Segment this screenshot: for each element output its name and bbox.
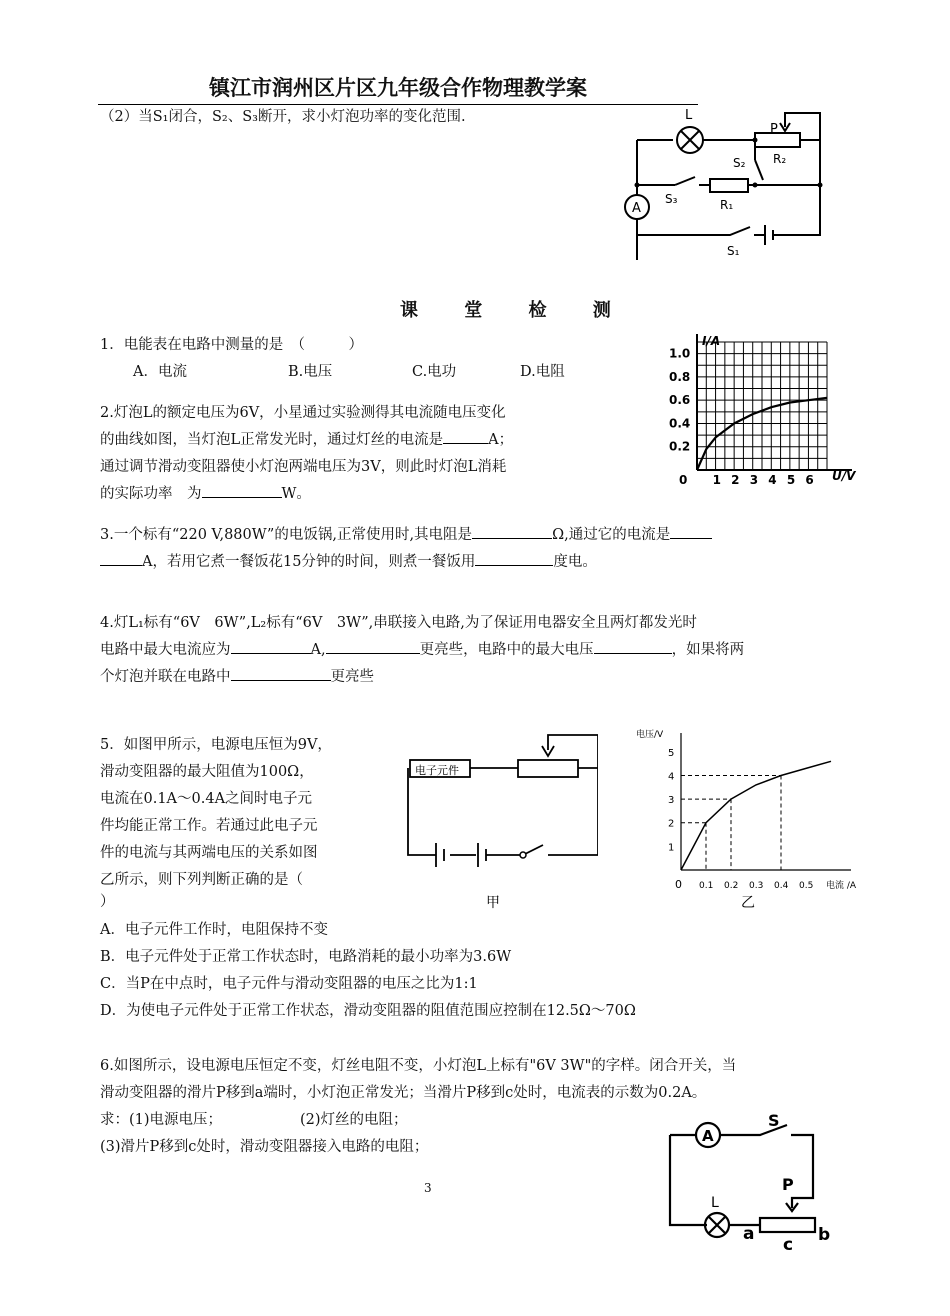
- q1-option-d: D.电阻: [520, 364, 565, 380]
- q2-line-2: 的曲线如图，当灯泡L正常发光时，通过灯丝的电流是 A；: [100, 427, 513, 454]
- q6-line-4: (3)滑片P移到c处时，滑动变阻器接入电路的电阻；: [100, 1139, 429, 1155]
- x-axis-label: 电流 /A: [826, 881, 857, 891]
- q5-option-b: B．电子元件处于正常工作状态时，电路消耗的最小功率为3.6W: [100, 949, 512, 965]
- c2-ammeter-label: A: [702, 1127, 714, 1145]
- x-tick-label: 0.3: [749, 881, 764, 891]
- y-tick-label: 0.2: [669, 439, 691, 454]
- q5-option-d: D．为使电子元件处于正常工作状态，滑动变阻器的阻值范围应控制在12.5Ω～70Ω: [100, 1003, 636, 1019]
- intro-question: （2）当S₁闭合，S₂、S₃断开，求小灯泡功率的变化范围.: [100, 109, 466, 125]
- q4-blank-max-current[interactable]: [231, 638, 311, 654]
- c1-p-label: P: [770, 122, 778, 137]
- c2-p-label: P: [782, 1175, 794, 1194]
- x-tick-label: 2: [731, 473, 740, 485]
- q5-option-a: A．电子元件工作时，电阻保持不变: [100, 922, 328, 938]
- q2-line-1: 2.灯泡L的额定电压为6V，小星通过实验测得其电流随电压变化: [100, 405, 506, 421]
- q3-line-2: A，若用它煮一餐饭花15分钟的时间，则煮一餐饭用 度电。: [100, 549, 597, 576]
- q5-component-label: 电子元件: [415, 764, 459, 777]
- y-tick-label: 2: [668, 818, 675, 830]
- c2-b-label: b: [818, 1225, 831, 1245]
- y-tick-label: 1.0: [669, 346, 691, 361]
- c2-lamp-label: L: [711, 1195, 719, 1211]
- q2-blank-current[interactable]: [443, 428, 488, 444]
- q4-blank-brighter-parallel[interactable]: [231, 665, 331, 681]
- c2-c-label: c: [783, 1235, 794, 1255]
- x-tick-label: 6: [805, 473, 814, 485]
- c1-ammeter-label: A: [632, 201, 641, 216]
- q1-option-c: C.电功: [412, 364, 457, 380]
- c1-s1-label: S₁: [727, 244, 740, 258]
- q3-line-1: 3.一个标有“220 V,880W”的电饭锅,正常使用时,其电阻是 Ω,通过它的电流是: [100, 522, 712, 549]
- q2-line-4: 的实际功率 为 W。: [100, 481, 311, 508]
- q4-blank-max-voltage[interactable]: [594, 638, 672, 654]
- c1-s2-label: S₂: [733, 156, 746, 170]
- c1-lamp-label: L: [685, 108, 693, 123]
- q3-blank-current-a[interactable]: [670, 523, 712, 539]
- q5-fig2-caption: 乙: [741, 895, 755, 911]
- c1-r2-label: R₂: [773, 152, 787, 166]
- series-line: [681, 761, 831, 870]
- page-number: 3: [424, 1181, 432, 1195]
- lamp-iu-chart: [664, 330, 864, 485]
- q4-line-1: 4.灯L₁标有“6V 6W”,L₂标有“6V 3W”,串联接入电路,为了保证用电器安全且两灯都发光时: [100, 615, 697, 631]
- x-tick-label: 5: [786, 473, 796, 485]
- q6-line-2: 滑动变阻器的滑片P移到a端时，小灯泡正常发光；当滑片P移到c处时，电流表的示数为0.2A。: [100, 1085, 707, 1101]
- page-header-title: 镇江市润州区片区九年级合作物理教学案: [98, 72, 698, 105]
- q6-line-3b: (2)灯丝的电阻；: [300, 1112, 408, 1128]
- q1-option-a: A．电流: [133, 364, 187, 380]
- c2-a-label: a: [743, 1224, 755, 1244]
- q5-option-c: C．当P在中点时，电子元件与滑动变阻器的电压之比为1:1: [100, 976, 478, 992]
- q2-line-3: 通过调节滑动变阻器使小灯泡两端电压为3V，则此时灯泡L消耗: [100, 459, 507, 475]
- x-tick-label: 0.2: [724, 881, 739, 891]
- c1-s3-label: S₃: [665, 192, 678, 206]
- circuit-diagram-1: [615, 105, 830, 260]
- q1-stem: 1．电能表在电路中测量的是 （ ）: [100, 337, 363, 353]
- q1-option-b: B.电压: [288, 364, 333, 380]
- y-tick-label: 0.4: [669, 416, 691, 431]
- q4-line-3: 个灯泡并联在电路中 更亮些: [100, 664, 374, 691]
- q5-fig1-caption: 甲: [486, 895, 500, 911]
- origin-label: 0: [675, 878, 682, 891]
- q5-circuit-diagram: [398, 730, 598, 915]
- y-tick-label: 5: [668, 747, 675, 759]
- x-tick-label: 1: [712, 473, 721, 485]
- section-title: 课 堂 检 测: [400, 300, 631, 321]
- x-axis-label: U/V: [832, 469, 856, 483]
- c1-r1-label: R₁: [720, 198, 734, 212]
- y-axis-label: I/A: [702, 334, 721, 348]
- x-tick-label: 0.1: [699, 881, 714, 891]
- q3-blank-energy[interactable]: [475, 550, 553, 566]
- x-tick-label: 0.5: [799, 881, 814, 891]
- x-tick-label: 3: [749, 473, 759, 485]
- y-tick-label: 1: [668, 842, 675, 854]
- y-tick-label: 3: [668, 795, 675, 807]
- c2-switch-label: S: [768, 1111, 780, 1130]
- q3-blank-resistance[interactable]: [472, 523, 552, 539]
- x-tick-label: 0.4: [774, 881, 789, 891]
- y-tick-label: 0.8: [669, 369, 691, 384]
- y-axis-label: 电压/V: [636, 730, 664, 740]
- y-tick-label: 4: [668, 771, 675, 783]
- q4-blank-brighter-series[interactable]: [326, 638, 420, 654]
- q3-blank-current-b[interactable]: [100, 550, 142, 566]
- q6-line-3a: 求：(1)电源电压；: [100, 1112, 223, 1128]
- q5-stem: 5．如图甲所示，电源电压恒为9V， 滑动变阻器的最大阻值为100Ω， 电流在0.1A～0.4A之间时电子元 件均能正常工作。若通过此电子元 件的电流与其两端电压的关系如图 乙所示，则下列判断正确的是（ ）: [100, 737, 332, 910]
- q6-line-1: 6.如图所示，设电源电压恒定不变，灯丝电阻不变，小灯泡L上标有"6V 3W"的字样。闭合开关，当: [100, 1058, 737, 1074]
- electronic-component-ui-chart: [636, 725, 866, 915]
- q6-circuit-diagram: [665, 1110, 835, 1255]
- x-tick-label: 0: [679, 473, 688, 485]
- x-tick-label: 4: [768, 473, 777, 485]
- y-tick-label: 0.6: [669, 393, 691, 408]
- q4-line-2: 电路中最大电流应为 A, 更亮些，电路中的最大电压 ，如果将两: [100, 637, 744, 664]
- q2-blank-power[interactable]: [202, 482, 282, 498]
